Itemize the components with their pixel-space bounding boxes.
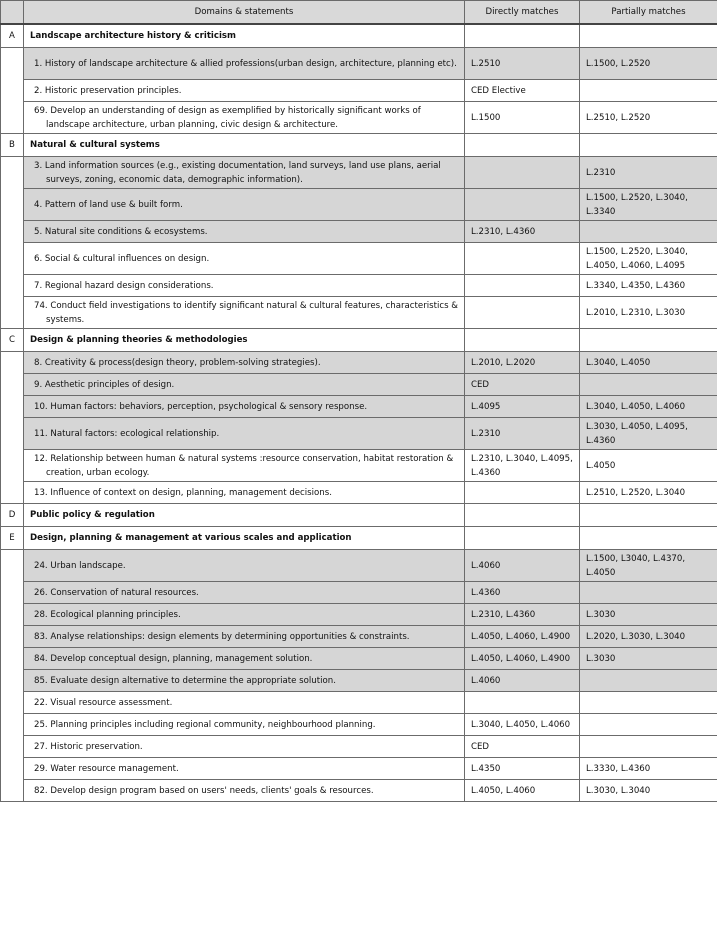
partial-cell: L.3030 xyxy=(580,604,717,626)
partial-cell: L.2310 xyxy=(580,157,717,189)
table-row xyxy=(1,352,717,374)
partial-cell: L.3040, L.4050, L.4060 xyxy=(580,396,717,418)
table-row xyxy=(1,736,717,758)
table-row xyxy=(1,482,717,504)
direct-cell: CED xyxy=(465,374,580,396)
direct-cell: L.2310, L.3040, L.4095, L.4360 xyxy=(465,450,580,482)
partial-cell xyxy=(580,714,717,736)
partial-cell: L.2510, L.2520 xyxy=(580,102,717,134)
table-row xyxy=(1,221,717,243)
statement-cell: 84. Develop conceptual design, planning, management solution. xyxy=(34,653,313,664)
direct-cell: L.4060 xyxy=(465,670,580,692)
direct-cell: L.1500 xyxy=(465,102,580,134)
table-row xyxy=(1,275,717,297)
statement-cell: 1. History of landscape architecture & allied professions(urban design, architecture, planning etc). xyxy=(34,58,457,69)
direct-cell: L.2510 xyxy=(465,48,580,80)
table-row xyxy=(1,374,717,396)
direct-cell: CED Elective xyxy=(465,80,580,102)
domain-title: Public policy & regulation xyxy=(24,504,465,527)
partial-cell: L.4050 xyxy=(580,450,717,482)
domain-title: Design, planning & management at various scales and application xyxy=(24,527,465,550)
table-row xyxy=(1,297,717,329)
table-row xyxy=(1,692,717,714)
domain-row xyxy=(1,24,717,48)
table-row xyxy=(1,648,717,670)
table-row xyxy=(1,396,717,418)
table-row xyxy=(1,48,717,80)
table-row xyxy=(1,670,717,692)
partial-cell: L.3030, L.3040 xyxy=(580,780,717,802)
statement-cell: 10. Human factors: behaviors, perception, psychological & sensory response. xyxy=(34,401,368,412)
table-row xyxy=(1,758,717,780)
statement-cell: 27. Historic preservation. xyxy=(34,741,143,752)
statement-cell: 9. Aesthetic principles of design. xyxy=(34,379,175,390)
partial-cell: L.1500, L3040, L.4370, L.4050 xyxy=(580,550,717,582)
domain-row xyxy=(1,329,717,352)
direct-cell xyxy=(465,189,580,221)
statement-cell: 12. Relationship between human & natural systems :resource conservation, habitat restoration & creation, urban ecology. xyxy=(34,453,454,478)
direct-cell: L.4350 xyxy=(465,758,580,780)
partial-cell: L.2510, L.2520, L.3040 xyxy=(580,482,717,504)
statement-cell: 69. Develop an understanding of design as exemplified by historically significant works of landscape architecture, urban planning, civic design & architecture. xyxy=(34,105,421,130)
direct-cell: L.2010, L.2020 xyxy=(465,352,580,374)
partial-cell: L.3030, L.4050, L.4095, L.4360 xyxy=(580,418,717,450)
partial-cell: L.3340, L.4350, L.4360 xyxy=(580,275,717,297)
table-row xyxy=(1,189,717,221)
partial-cell xyxy=(580,582,717,604)
table-row xyxy=(1,80,717,102)
direct-cell: L.4050, L.4060, L.4900 xyxy=(465,648,580,670)
statement-cell: 5. Natural site conditions & ecosystems. xyxy=(34,226,208,237)
domain-spacer xyxy=(1,157,24,329)
statement-cell: 8. Creativity & process(design theory, problem-solving strategies). xyxy=(34,357,321,368)
table-row xyxy=(1,157,717,189)
domain-letter: D xyxy=(1,504,24,527)
domain-row xyxy=(1,134,717,157)
statement-cell: 13. Influence of context on design, planning, management decisions. xyxy=(34,487,332,498)
direct-cell xyxy=(465,157,580,189)
direct-cell: L.4095 xyxy=(465,396,580,418)
statement-cell: 26. Conservation of natural resources. xyxy=(34,587,199,598)
direct-cell: L.4060 xyxy=(465,550,580,582)
table-row xyxy=(1,418,717,450)
partial-cell xyxy=(580,221,717,243)
direct-cell xyxy=(465,243,580,275)
statement-cell: 3. Land information sources (e.g., existing documentation, land surveys, land use plans, aerial surveys, zoning, economic data, demographic information). xyxy=(34,160,441,185)
partial-cell: L.1500, L.2520, L.3040, L.3340 xyxy=(580,189,717,221)
domain-letter: E xyxy=(1,527,24,550)
direct-cell xyxy=(465,482,580,504)
statement-cell: 24. Urban landscape. xyxy=(34,560,126,571)
direct-cell: L.3040, L.4050, L.4060 xyxy=(465,714,580,736)
partial-cell: L.3030 xyxy=(580,648,717,670)
domain-letter: A xyxy=(1,24,24,48)
statement-cell: 11. Natural factors: ecological relationship. xyxy=(34,428,220,439)
direct-cell: L.2310, L.4360 xyxy=(465,221,580,243)
statement-cell: 29. Water resource management. xyxy=(34,763,179,774)
direct-cell: L.4360 xyxy=(465,582,580,604)
partial-cell xyxy=(580,374,717,396)
direct-cell xyxy=(465,692,580,714)
statement-cell: 2. Historic preservation principles. xyxy=(34,85,182,96)
direct-cell: L.2310 xyxy=(465,418,580,450)
partial-cell: L.3330, L.4360 xyxy=(580,758,717,780)
domain-row xyxy=(1,527,717,550)
statement-cell: 22. Visual resource assessment. xyxy=(34,697,173,708)
table-row xyxy=(1,550,717,582)
partial-cell xyxy=(580,692,717,714)
partial-cell: L.1500, L.2520 xyxy=(580,48,717,80)
table-row xyxy=(1,450,717,482)
direct-cell: L.4050, L.4060 xyxy=(465,780,580,802)
statement-cell: 85. Evaluate design alternative to determine the appropriate solution. xyxy=(34,675,336,686)
domain-spacer xyxy=(1,550,24,802)
domain-spacer xyxy=(1,48,24,134)
statement-cell: 82. Develop design program based on users' needs, clients' goals & resources. xyxy=(34,785,374,796)
domain-letter: B xyxy=(1,134,24,157)
table-row xyxy=(1,604,717,626)
domain-spacer xyxy=(1,352,24,504)
partial-cell xyxy=(580,670,717,692)
statement-cell: 28. Ecological planning principles. xyxy=(34,609,181,620)
statement-cell: 25. Planning principles including regional community, neighbourhood planning. xyxy=(34,719,376,730)
partial-cell xyxy=(580,80,717,102)
table-row xyxy=(1,102,717,134)
table-row xyxy=(1,714,717,736)
table-header xyxy=(1,1,717,25)
statement-cell: 4. Pattern of land use & built form. xyxy=(34,199,183,210)
header-letter xyxy=(1,1,24,25)
direct-cell xyxy=(465,297,580,329)
statement-cell: 6. Social & cultural influences on design. xyxy=(34,253,210,264)
direct-cell: CED xyxy=(465,736,580,758)
partial-cell: L.2010, L.2310, L.3030 xyxy=(580,297,717,329)
partial-cell: L.1500, L.2520, L.3040, L.4050, L.4060, L.4095 xyxy=(580,243,717,275)
domain-title: Landscape architecture history & criticism xyxy=(24,24,465,48)
direct-cell: L.2310, L.4360 xyxy=(465,604,580,626)
statement-cell: 7. Regional hazard design considerations. xyxy=(34,280,214,291)
domain-title: Design & planning theories & methodologies xyxy=(24,329,465,352)
direct-cell xyxy=(465,275,580,297)
domain-title: Natural & cultural systems xyxy=(24,134,465,157)
partial-cell: L.3040, L.4050 xyxy=(580,352,717,374)
statement-cell: 83. Analyse relationships: design elements by determining opportunities & constraints. xyxy=(34,631,410,642)
table-row xyxy=(1,626,717,648)
partial-cell xyxy=(580,736,717,758)
table-row xyxy=(1,780,717,802)
table-row xyxy=(1,582,717,604)
domain-letter: C xyxy=(1,329,24,352)
direct-cell: L.4050, L.4060, L.4900 xyxy=(465,626,580,648)
statement-cell: 74. Conduct field investigations to identify significant natural & cultural features, characteristics & systems. xyxy=(34,300,458,325)
header-directly-matches: Directly matches xyxy=(465,1,580,25)
partial-cell: L.2020, L.3030, L.3040 xyxy=(580,626,717,648)
header-domains-statements: Domains & statements xyxy=(24,1,465,25)
table-row xyxy=(1,243,717,275)
header-partially-matches: Partially matches xyxy=(580,1,717,25)
domain-row xyxy=(1,504,717,527)
